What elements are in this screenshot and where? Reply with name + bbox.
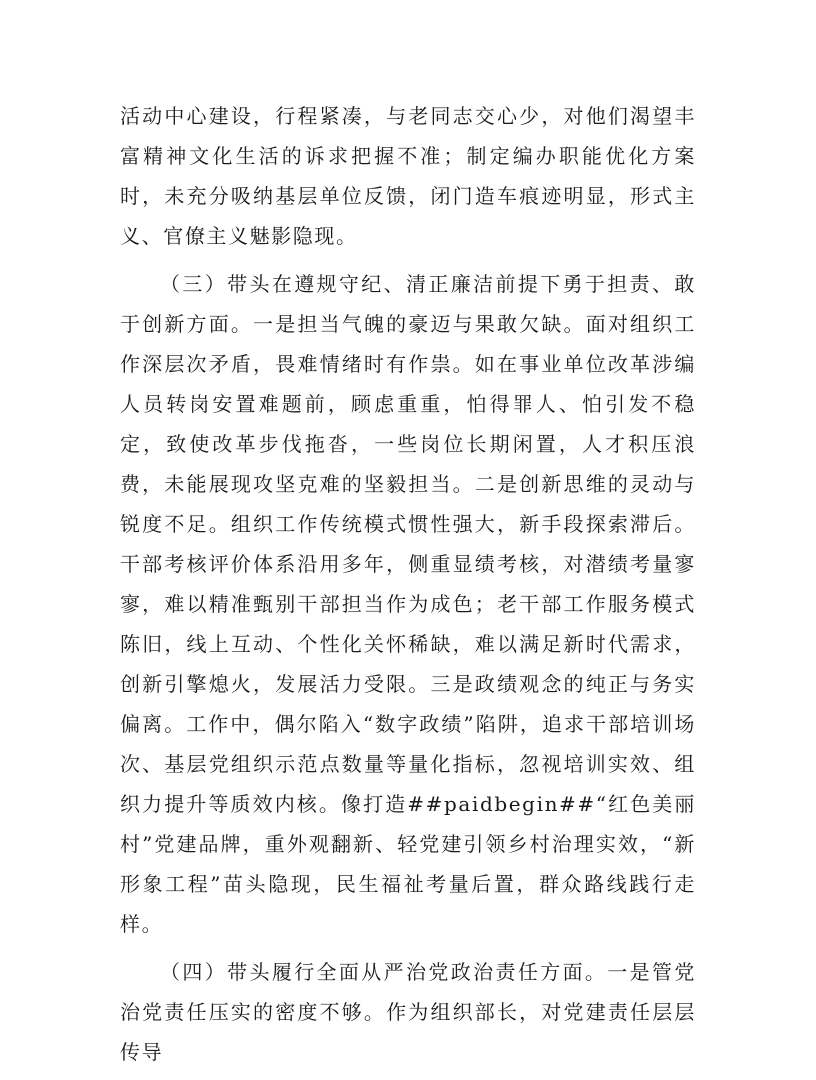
- body-paragraph-section-four: （四）带头履行全面从严治党政治责任方面。一是管党治党责任压实的密度不够。作为组织部长，对党建责任层层传导: [120, 960, 696, 1064]
- document-page: [120, 96, 696, 1080]
- body-paragraph-section-three: （三）带头在遵规守纪、清正廉洁前提下勇于担责、敢于创新方面。一是担当气魄的豪迈与果敢欠缺。面对组织工作深层次矛盾，畏难情绪时有作祟。如在事业单位改革涉编人员转岗安置难题前，顾虑重重，怕得罪人、怕引发不稳定，致使改革步伐拖沓，一些岗位长期闲置，人才积压浪费，未能展现攻坚克难的坚毅担当。二是创新思维的灵动与锐度不足。组织工作传统模式惯性强大，新手段探索滞后。干部考核评价体系沿用多年，侧重显绩考核，对潜绩考量寥寥，难以精准甄别干部担当作为成色；老干部工作服务模式陈旧，线上互动、个性化关怀稀缺，难以满足新时代需求，创新引擎熄火，发展活力受限。三是政绩观念的纯正与务实偏离。工作中，偶尔陷入“数字政绩”陷阱，追求干部培训场次、基层党组织示范点数量等量化指标，忽视培训实效、组织力提升等质效内核。像打造##paidbegin##“红色美丽村”党建品牌，重外观翻新、轻党建引领乡村治理实效，“新形象工程”苗头隐现，民生福祉考量后置，群众路线践行走样。: [120, 272, 696, 936]
- body-paragraph-continued: 活动中心建设，行程紧凑，与老同志交心少，对他们渴望丰富精神文化生活的诉求把握不准；制定编办职能优化方案时，未充分吸纳基层单位反馈，闭门造车痕迹明显，形式主义、官僚主义魅影隐现。: [120, 104, 696, 248]
